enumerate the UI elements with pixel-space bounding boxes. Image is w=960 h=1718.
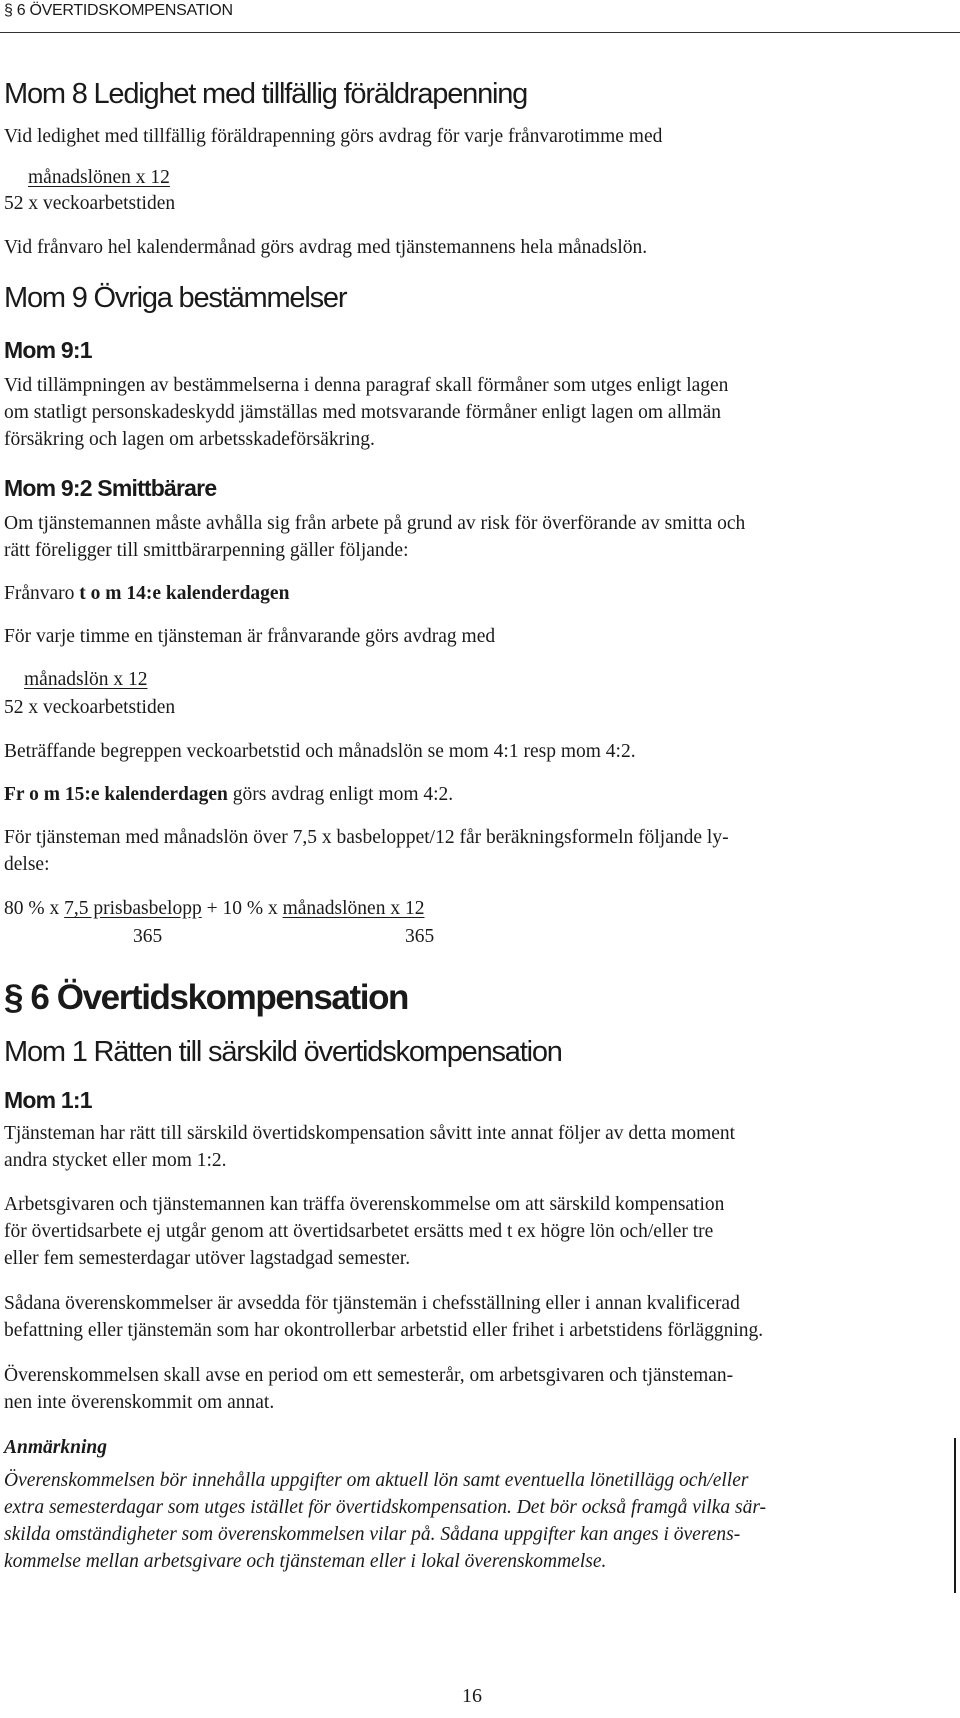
section6-heading: § 6 Övertidskompensation	[4, 978, 409, 1017]
mom9-formula-numerator: månadslön x 12	[24, 669, 148, 690]
franvaro-prefix: Frånvaro	[4, 583, 80, 604]
mom1-1-heading: Mom 1:1	[4, 1087, 92, 1113]
mom8-heading: Mom 8 Ledighet med tillfällig föräldrapenning	[4, 78, 528, 110]
change-bar	[954, 1438, 956, 1593]
paragraph-line: Överenskommelsen skall avse en period om ett semesterår, om arbetsgivaren och tjänsteman-	[4, 1365, 734, 1386]
per-hour-text: För varje timme en tjänsteman är frånvarande görs avdrag med	[4, 626, 496, 647]
note-line: skilda omständigheter som överenskommelsen vilar på. Sådana uppgifter kan anges i överens-	[4, 1524, 741, 1545]
paragraph-line: Tjänsteman har rätt till särskild övertidskompensation såvitt inte annat följer av detta moment	[4, 1123, 736, 1144]
header-rule	[0, 32, 960, 33]
formula2-d: månadslönen x 12	[282, 898, 425, 919]
over-limit-line: För tjänsteman med månadslön över 7,5 x basbeloppet/12 får beräkningsformeln följande ly-	[4, 827, 729, 848]
formula2-denominator-1: 365	[133, 926, 163, 947]
fr-line	[4, 784, 453, 806]
note-line: Överenskommelsen bör innehålla uppgifter om aktuell lön samt eventuella lönetillägg och/eller	[4, 1470, 749, 1491]
paragraph-line: nen inte överenskommit om annat.	[4, 1392, 275, 1413]
paragraph-line: Arbetsgivaren och tjänstemannen kan träffa överenskommelse om att särskild kompensation	[4, 1194, 725, 1215]
fr-bold: Fr o m 15:e kalenderdagen	[4, 784, 228, 805]
mom9-2-heading: Mom 9:2 Smittbärare	[4, 475, 217, 501]
running-head: § 6 ÖVERTIDSKOMPENSATION	[4, 2, 233, 19]
formula2-line	[4, 898, 424, 920]
mom9-2-line: rätt föreligger till smittbärarpenning gäller följande:	[4, 540, 409, 561]
mom8-formula-denominator: 52 x veckoarbetstiden	[4, 193, 176, 214]
formula2-a: 80 % x	[4, 898, 65, 919]
mom9-formula-denominator: 52 x veckoarbetstiden	[4, 697, 176, 718]
formula2-denominator-2: 365	[405, 926, 435, 947]
mom9-1-heading: Mom 9:1	[4, 337, 92, 363]
mom1-heading: Mom 1 Rätten till särskild övertidskompensation	[4, 1036, 562, 1068]
mom9-1-line: Vid tillämpningen av bestämmelserna i denna paragraf skall förmåner som utges enligt lagen	[4, 375, 729, 396]
paragraph-line: andra stycket eller mom 1:2.	[4, 1150, 227, 1171]
fr-rest: görs avdrag enligt mom 4:2.	[227, 784, 454, 805]
mom9-1-line: försäkring och lagen om arbetsskadeförsäkring.	[4, 429, 375, 450]
mom9-1-line: om statligt personskadeskydd jämställas med motsvarande förmåner enligt lagen om allmän	[4, 402, 721, 423]
paragraph-line: för övertidsarbete ej utgår genom att övertidsarbetet ersätts med t ex högre lön och/eller tre	[4, 1221, 714, 1242]
paragraph-line: befattning eller tjänstemän som har okontrollerbar arbetstid eller frihet i arbetstidens förläggning.	[4, 1320, 764, 1341]
franvaro-line	[4, 583, 289, 605]
mom8-formula-numerator: månadslönen x 12	[28, 167, 170, 188]
mom8-full-month: Vid frånvaro hel kalendermånad görs avdrag med tjänstemannens hela månadslön.	[4, 237, 648, 258]
mom9-heading: Mom 9 Övriga bestämmelser	[4, 282, 347, 314]
page-number: 16	[462, 1685, 482, 1707]
note-line: kommelse mellan arbetsgivare och tjänsteman eller i lokal överenskommelse.	[4, 1551, 607, 1572]
franvaro-bold: t o m 14:e kalenderdagen	[79, 583, 290, 604]
over-limit-line: delse:	[4, 854, 50, 875]
formula2-b: 7,5 prisbasbelopp	[64, 898, 202, 919]
formula2-c: + 10 % x	[201, 898, 283, 919]
regarding-text: Beträffande begreppen veckoarbetstid och månadslön se mom 4:1 resp mom 4:2.	[4, 741, 636, 762]
paragraph-line: eller fem semesterdagar utöver lagstadgad semester.	[4, 1248, 411, 1269]
note-line: extra semesterdagar som utges istället för övertidskompensation. Det bör också framgå vilka sär-	[4, 1497, 767, 1518]
note-heading: Anmärkning	[4, 1437, 107, 1458]
mom9-2-line: Om tjänstemannen måste avhålla sig från arbete på grund av risk för överförande av smitta och	[4, 513, 746, 534]
paragraph-line: Sådana överenskommelser är avsedda för tjänstemän i chefsställning eller i annan kvalificerad	[4, 1293, 740, 1314]
mom8-intro: Vid ledighet med tillfällig föräldrapenning görs avdrag för varje frånvarotimme med	[4, 126, 663, 147]
